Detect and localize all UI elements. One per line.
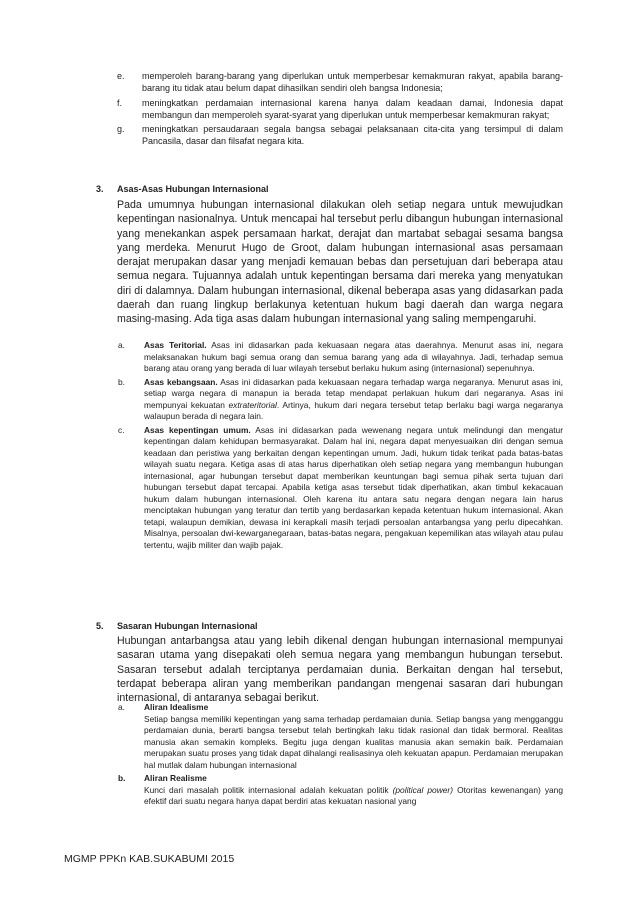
- section-3-intro: Pada umumnya hubungan internasional dilakukan oleh setiap negara untuk mewujudkan kepentingan nasionalnya. Untuk mencapai hal tersebut perlu dibangun hubungan internasional yang menekankan aspek persamaan harkat, derajat dan martabat sebagai sesama bangsa yang merdeka. Menurut Hugo de Groot, dalam hubungan internasional asas persamaan derajat merupakan dasar yang menjadi kemauan bebas dan persetujuan dari beberapa atau semua negara. Tujuannya adalah untuk kepentingan bersama dari mereka yang menyatukan diri di dalamnya. Dalam hubungan internasional, dikenal beberapa asas yang didasarkan pada daerah dan ruang lingkup berlakunya ketentuan hukum bagi daerah dan warga negara masing-masing. Ada tiga asas dalam hubungan internasional yang saling mempengaruhi.: [117, 199, 563, 326]
- section-5-intro: Hubungan antarbangsa atau yang lebih dikenal dengan hubungan internasional mempunyai sasaran utama yang disepakati oleh semua negara yang membangun hubungan tersebut. Sasaran tersebut adalah terciptanya perdamaian dunia. Berkaitan dengan hal tersebut, terdapat beberapa aliran yang memberikan pandangan mengenai sasaran dari hubungan internasional, di antaranya sebagai berikut.: [117, 635, 563, 705]
- list-text: meningkatkan persaudaraan segala bangsa sebagai pelaksanaan cita-cita yang tersimpul di dalam Pancasila, dasar dan filsafat negara kita.: [142, 124, 563, 147]
- list-marker: b.: [118, 773, 126, 783]
- section-title: Asas-Asas Hubungan Internasional: [117, 184, 269, 194]
- section-5-heading: [96, 621, 258, 631]
- list-item: [118, 702, 563, 714]
- item-body-end: . Artinya, hukum dari negara tersebut tetap berlaku bagi warga negaranya walaupun berada di negara lain.: [144, 399, 563, 421]
- item-title: Asas kepentingan umum.: [144, 424, 251, 435]
- item-title: Aliran Idealisme: [144, 702, 209, 712]
- item-body: Asas ini didasarkan pada kekuasaan negara terhadap warga negaranya. Menurut asas ini, setiap warga negara di manapun ia berada tetap mendapat perlakuan hukum dari negaranya. Asas ini mempunyai kekuatan: [144, 376, 563, 410]
- list-text: memperoleh barang-barang yang diperlukan untuk memperbesar kemakmuran rakyat, apabila barang-barang itu tidak atau belum dapat dihasilkan sendiri oleh bangsa Indonesia;: [142, 71, 563, 94]
- list-title: [144, 702, 563, 714]
- list-marker: e.: [117, 71, 125, 81]
- section-3-subitems: [118, 340, 563, 553]
- list-text: Setiap bangsa memiliki kepentingan yang sama terhadap perdamaian dunia. Setiap bangsa yang mengganggu perdamaian dunia, berarti bangsa tersebut telah bertingkah laku tidak rasional dan tidak bermoral. Realitas manusia akan semakin kompleks. Begitu juga dengan kualitas manusia akan semakin baik. Perdamaian merupakan suatu proses yang tidak dapat dihalangi realisasinya oleh kekuatan apapun. Perdamaian merupakan hal mutlak dalam hubungan internasional: [144, 713, 563, 770]
- item-italic: (political power): [392, 784, 454, 795]
- list-marker: f.: [117, 97, 123, 108]
- section-number: 5.: [96, 621, 104, 631]
- section-number: 3.: [96, 184, 104, 194]
- item-title: Aliran Realisme: [144, 773, 207, 783]
- list-item-body: [118, 714, 563, 772]
- list-item: [117, 123, 563, 148]
- section-5-subitems: [118, 702, 563, 810]
- item-body: Asas ini didasarkan pada kekuasaan negara atas daerahnya. Menurut asas ini, negara melaksanakan hukum bagi semua orang dan semua barang yang ada di wilayahnya. Jadi, terhadap semua barang atau orang yang berada di luar wilayah tersebut berlaku hukum asing (internasional) sepenuhnya.: [144, 340, 563, 373]
- section-title: Sasaran Hubungan Internasional: [117, 621, 258, 631]
- item-title: Asas kebangsaan.: [144, 376, 218, 387]
- item-body: Kunci dari masalah politik internasional adalah kekuatan politik: [144, 784, 393, 795]
- list-text: meningkatkan perdamaian internasional karena hanya dalam keadaan damai, Indonesia dapat membangun dan memperoleh syarat-syarat yang diperlukan untuk memperbesar kemakmuran rakyat;: [142, 97, 563, 120]
- list-text: [144, 425, 563, 552]
- item-body-end: Otoritas kewenangan) yang efektif dari suatu negara hanya dapat berdiri atas kekuatan nasional yang: [144, 784, 564, 806]
- list-item-body: [118, 785, 563, 808]
- item-italic: extrateritorial: [228, 399, 277, 410]
- list-title: [144, 773, 563, 785]
- list-item: [117, 70, 563, 95]
- list-text: [144, 377, 563, 423]
- page-footer: MGMP PPKn KAB.SUKABUMI 2015: [64, 853, 235, 865]
- list-item: [118, 425, 563, 552]
- item-title: Asas Teritorial.: [144, 340, 207, 350]
- item-body: Asas ini didasarkan pada wewenang negara untuk melindungi dan mengatur kepentingan dalam kehidupan bermasyarakat. Dalam hal ini, negara dapat menyesuaikan diri dengan semua keadaan dan peristiwa yang berkaitan dengan kepentingan umum. Jadi, hukum tidak terikat pada batas-batas wilayah suatu negara. Ketiga asas di atas harus diperhatikan oleh setiap negara yang membangun hubungan internasional, agar hubungan tersebut dapat memberikan keuntungan bagi semua pihak serta tujuan dari hubungan tersebut dapat tercapai. Apabila ketiga asas tersebut tidak diperhatikan, akan timbul kekacauan hukum dalam hubungan internasional. Oleh karena itu antara satu negara dengan negara lain harus menciptakan hubungan yang teratur dan tertib yang berdasarkan kepada ketentuan hukum internasional. Akan tetapi, walaupun demikian, dewasa ini kerapkali masih terjadi persoalan antarbangsa yang perlu dipecahkan. Misalnya, persoalan dwi-kewarganegaraan, batas-batas negara, pengakuan kepemilikan atas wilayah atau pulau tertentu, wajib militer dan wajib pajak.: [144, 424, 564, 550]
- list-marker: a.: [118, 340, 125, 350]
- list-item: [118, 773, 563, 785]
- list-text: [144, 340, 563, 375]
- list-marker: g.: [117, 124, 125, 135]
- list-item: [118, 377, 563, 423]
- list-marker: c.: [118, 424, 125, 435]
- top-list: [117, 70, 563, 150]
- list-text: [144, 785, 563, 808]
- list-item: [118, 340, 563, 375]
- list-marker: b.: [118, 376, 125, 387]
- list-item: [117, 97, 563, 122]
- section-3-heading: [96, 184, 269, 194]
- list-marker: a.: [118, 702, 125, 712]
